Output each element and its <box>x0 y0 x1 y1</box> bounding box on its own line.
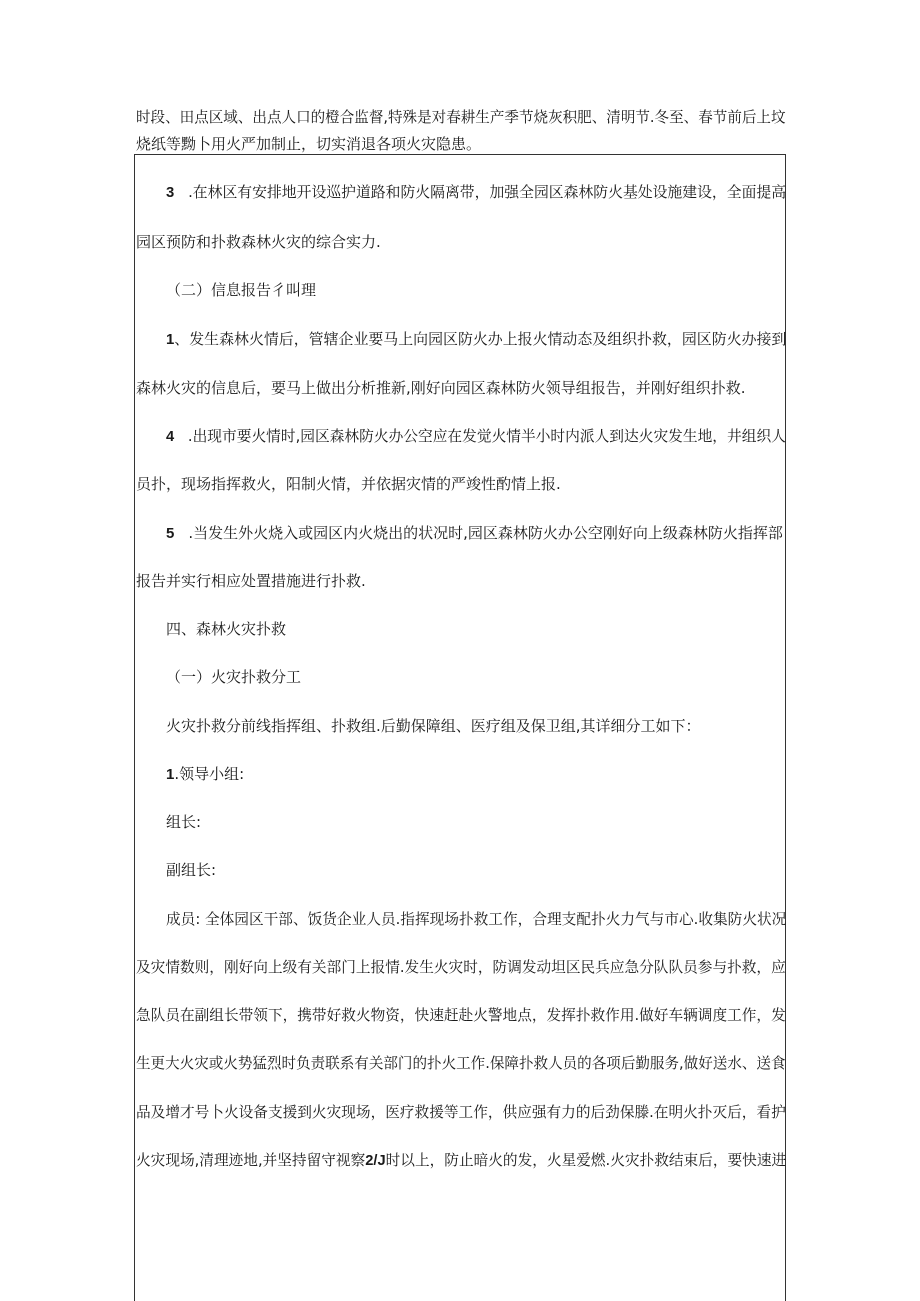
item-3-text: .在林区有安排地开设巡护道路和防火隔离带，加强全园区森林防火基处设施建设，全面提高 <box>188 183 787 201</box>
members-line-1: 成员: 全体园区干部、饭货企业人员.指挥现场扑救工作，合理支配扑火力气与市心.收集防火状况 <box>166 910 787 928</box>
item-1-number: 1 <box>166 331 175 348</box>
item-5-text: .当发生外火烧入或园区内火烧出的状况时,园区森林防火办公空刚好向上级森林防火指挥部 <box>188 524 783 542</box>
top-line-2: 烧纸等黝卜用火严加制止，切实消退各项火灾隐患。 <box>136 135 482 153</box>
chapter-4-title: 四、森林火灾扑救 <box>166 620 287 638</box>
item-4-text: .出现市要火情时,园区森林防火办公空应在发觉火情半小时内派人到达火灾发生地，井组织人 <box>187 427 786 445</box>
last-line-number: 2/J <box>365 1152 386 1169</box>
item-3-number: 3 <box>166 184 175 201</box>
item-4-line-1 <box>166 426 786 447</box>
members-line-5: 品及增才号卜火设备支援到火灾现场，医疗救援等工作，供应强有力的后劲保滕.在明火扑灭后，看护 <box>136 1103 786 1121</box>
leader-group-heading <box>166 764 244 785</box>
deputy-leader-label: 副组长: <box>166 861 217 879</box>
item-5-line-1 <box>166 523 783 544</box>
item-4-number: 4 <box>166 428 175 445</box>
item-3-line-1 <box>166 182 786 203</box>
members-line-4: 生更大火灾或火势猛烈时负责联系有关部门的扑火工作.保障扑救人员的各项后勤服务,做好送水、送食 <box>136 1054 786 1072</box>
members-line-3: 急队员在副组长带领下，携带好救火物资，快速赶赴火警地点，发挥扑救作用.做好车辆调度工作，发 <box>136 1006 786 1024</box>
item-4-line-2: 员扑，现场指挥救火，阳制火情，并依据灾情的严竣性酌情上报. <box>136 475 561 493</box>
leader-group-label: .领导小组: <box>174 765 245 783</box>
last-line-pre: 火灾现场,清理迹地,并坚持留守视察 <box>136 1151 366 1169</box>
item-5-line-2: 报告并实行相应处置措施进行扑救. <box>136 572 366 590</box>
section-1-title: （一）火灾扑救分工 <box>166 668 302 686</box>
last-line <box>136 1150 786 1171</box>
leader-group-number: 1 <box>166 766 175 783</box>
group-leader-label: 组长: <box>166 813 202 831</box>
item-5-number: 5 <box>166 525 175 542</box>
division-intro: 火灾扑救分前线指挥组、扑救组.后勤保障组、医疗组及保卫组,其详细分工如下： <box>166 717 701 735</box>
last-line-post: 时以上，防止暗火的发，火星爱燃.火灾扑救结束后，要快速进 <box>385 1151 787 1169</box>
item-1-line-1 <box>166 329 786 350</box>
item-1-line-2: 森林火灾的信息后，要马上做出分析推新,刚好向园区森林防火领导组报告，并刚好组织扑救. <box>136 379 746 397</box>
members-line-2: 及灾情数则，刚好向上级有关部门上报情.发生火灾时，防调发动坦区民兵应急分队队员参与扑救，应 <box>136 958 786 976</box>
item-3-line-2: 园区预防和扑救森林火灾的综合实力. <box>136 233 381 251</box>
top-line-1: 时段、田点区域、出点人口的橙合监督,特殊是对春耕生产季节烧灰积肥、清明节.冬至、春节前后上坟 <box>136 108 786 126</box>
section-2-title: （二）信息报告彳叫理 <box>166 281 317 299</box>
item-1-text: 、发生森林火情后，管辖企业要马上向园区防火办上报火情动态及组织扑救，园区防火办接到 <box>174 330 787 348</box>
